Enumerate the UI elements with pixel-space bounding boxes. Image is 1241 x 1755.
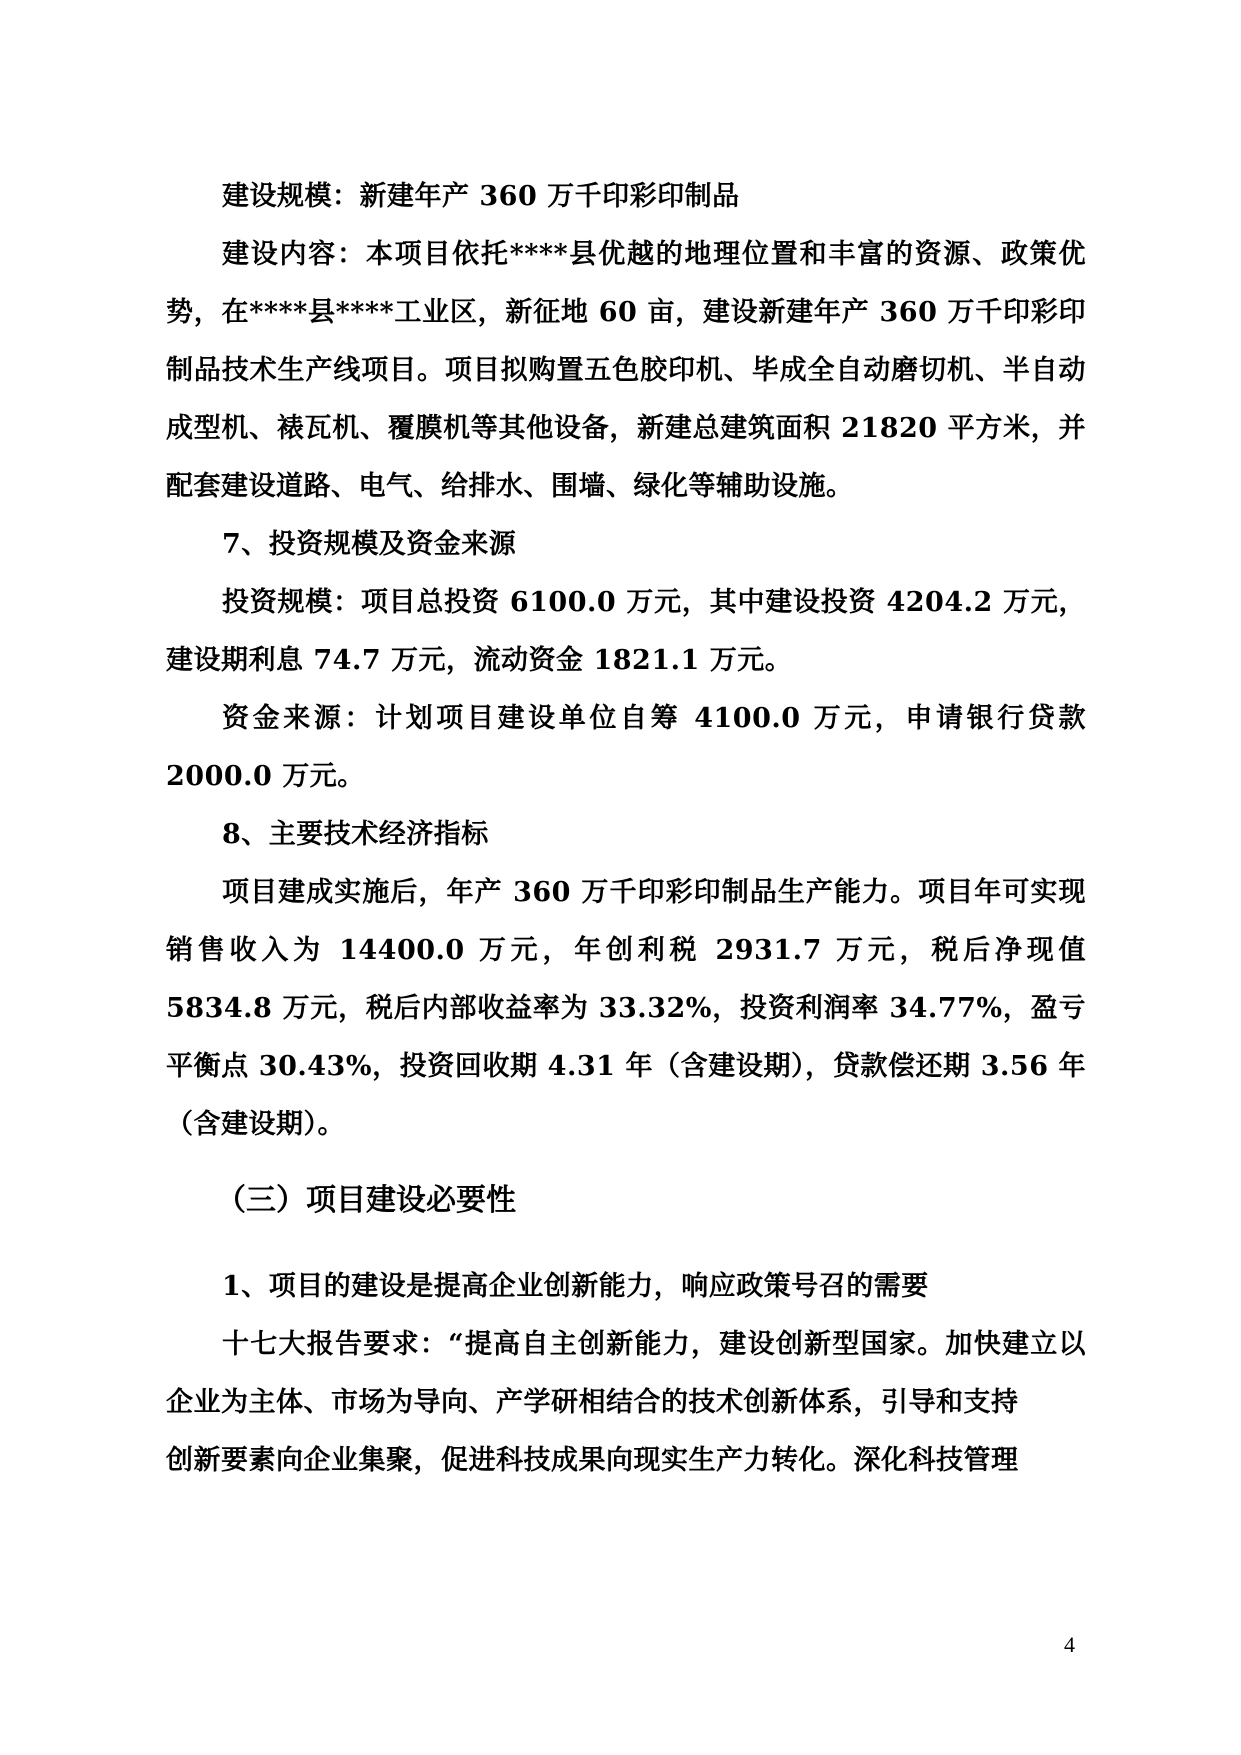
paragraph-funding-source: 资金来源：计划项目建设单位自筹 4100.0 万元，申请银行贷款 2000.0 万元。 <box>166 703 1086 792</box>
paragraph-necessity-heading: 1、项目的建设是提高企业创新能力，响应政策号召的需要 <box>222 1271 929 1302</box>
paragraph-indicators-heading: 8、主要技术经济指标 <box>222 819 489 850</box>
paragraph-indicators: 项目建成实施后，年产 360 万千印彩印制品生产能力。项目年可实现销售收入为 14400.0 万元，年创利税 2931.7 万元，税后净现值 5834.8 万元，税后内部收益率为 33.32%，投资利润率 34.77%，盈亏平衡点 30.43%，投资回收期 4.31 年（含建设期），贷款偿还期 3.56 年（含建设期）。 <box>166 877 1086 1140</box>
page-number: 4 <box>1064 1632 1075 1657</box>
paragraph-construction-scale: 建设规模：新建年产 360 万千印彩印制品 <box>222 181 740 212</box>
paragraph-report-quote: 十七大报告要求：“提高自主创新能力，建设创新型国家。加快建立以企业为主体、市场为导向、产学研相结合的技术创新体系，引导和支持 <box>166 1329 1086 1418</box>
paragraph-investment-scale: 投资规模：项目总投资 6100.0 万元，其中建设投资 4204.2 万元，建设期利息 74.7 万元，流动资金 1821.1 万元。 <box>166 587 1086 676</box>
document-body <box>166 168 1086 1490</box>
paragraph-continuation: 创新要素向企业集聚，促进科技成果向现实生产力转化。深化科技管理 <box>166 1445 1019 1476</box>
section-heading: （三）项目建设必要性 <box>216 1183 516 1218</box>
paragraph-investment-heading: 7、投资规模及资金来源 <box>222 529 517 560</box>
paragraph-construction-content: 建设内容：本项目依托****县优越的地理位置和丰富的资源、政策优势，在****县****工业区，新征地 60 亩，建设新建年产 360 万千印彩印制品技术生产线项目。项目拟购置五色胶印机、毕成全自动磨切机、半自动成型机、裱瓦机、覆膜机等其他设备，新建总建筑面积 21820 平方米，并配套建设道路、电气、给排水、围墙、绿化等辅助设施。 <box>166 239 1086 502</box>
